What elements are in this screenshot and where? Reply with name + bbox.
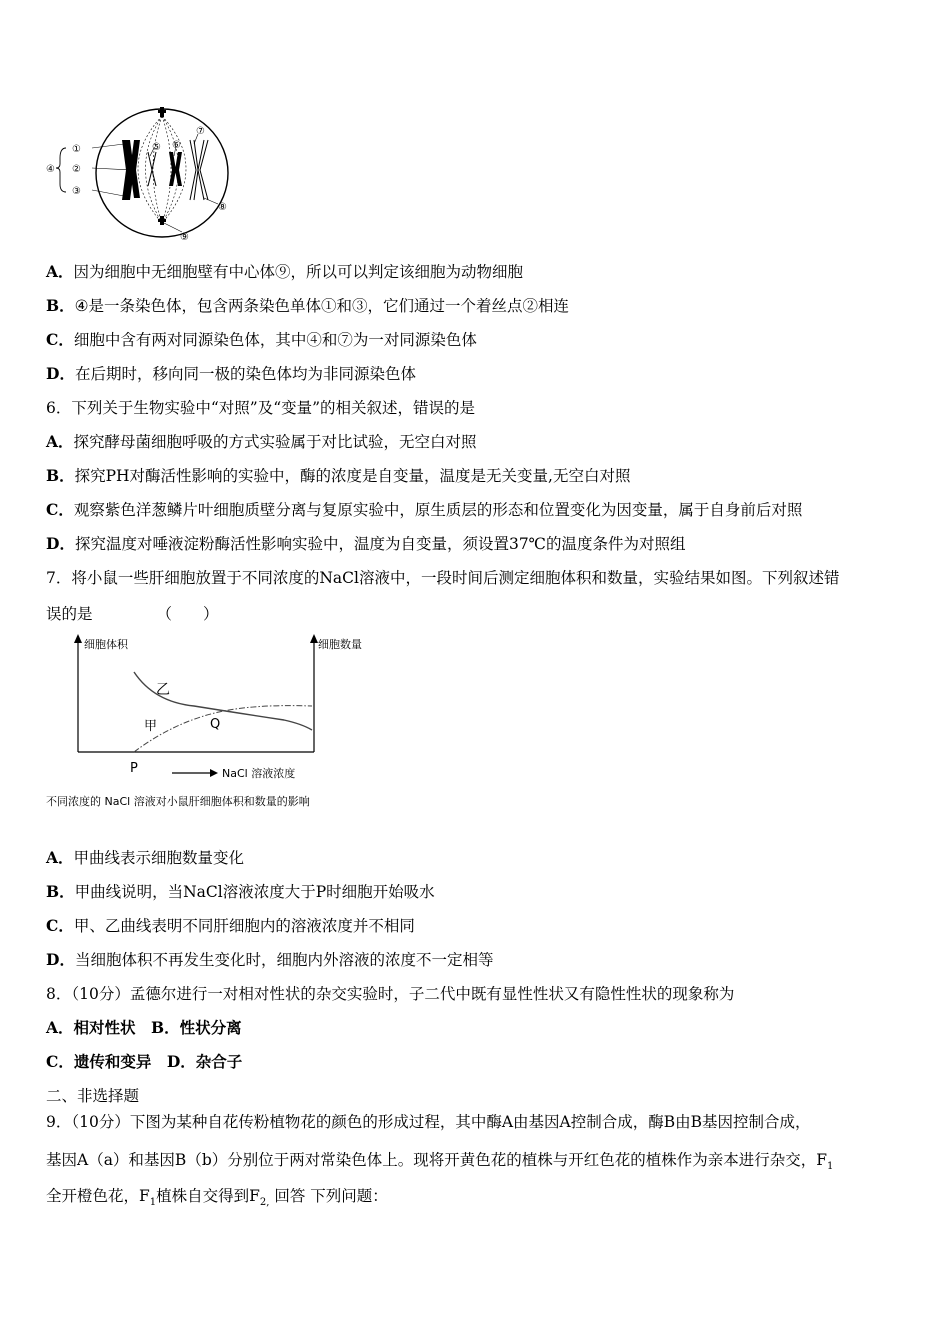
- q9-line1: 9．（10分）下图为某种自花传粉植物花的颜色的形成过程，其中酶A由基因A控制合成，酶B由B基因控制合成，: [46, 1113, 811, 1131]
- q8-options-row2[interactable]: C．遗传和变异 D．杂合子: [46, 1052, 243, 1071]
- label-5: ⑤: [152, 142, 161, 153]
- x-axis-arrow: [210, 769, 218, 777]
- y-right-label: 细胞数量: [318, 638, 362, 651]
- label-8: ⑧: [218, 202, 227, 213]
- q9-line3: 全开橙色花，$F_1$植株自交得到$F_{2,}$ 回答 下列问题：: [46, 1187, 388, 1209]
- x-axis-label: NaCl 溶液浓度: [222, 767, 296, 780]
- q7-option-b[interactable]: B．甲曲线说明，当NaCl溶液浓度大于P时细胞开始吸水: [46, 882, 435, 901]
- cell-division-figure: [44, 98, 244, 248]
- curve-jia: [134, 706, 312, 752]
- curve-yi-label: 乙: [156, 682, 170, 698]
- q8-options-row1[interactable]: A．相对性状 B．性状分离: [46, 1018, 242, 1037]
- right-axis-arrow: [310, 634, 318, 643]
- q5-option-c[interactable]: C．细胞中含有两对同源染色体，其中④和⑦为一对同源染色体: [46, 330, 477, 349]
- q7-option-a[interactable]: A．甲曲线表示细胞数量变化: [46, 848, 245, 867]
- q6-option-b[interactable]: B．探究PH对酶活性影响的实验中，酶的浓度是自变量，温度是无关变量,无空白对照: [46, 466, 631, 485]
- label-1: ①: [72, 144, 81, 155]
- left-axis-arrow: [74, 634, 82, 643]
- label-4: ④: [46, 164, 55, 175]
- curve-yi: [134, 672, 312, 730]
- chromosome-7: [190, 140, 208, 200]
- point-q-label: Q: [210, 717, 221, 732]
- nacl-cell-graph: [44, 632, 384, 817]
- q7-stem-line2: 误的是 （ ）: [46, 605, 219, 623]
- label-2: ②: [72, 164, 81, 175]
- q9-line2: 基因A（a）和基因B（b）分别位于两对常染色体上。现将开黄色花的植株与开红色花的植株作为亲本进行杂交，$F_1$: [46, 1151, 834, 1173]
- q6-option-c[interactable]: C．观察紫色洋葱鳞片叶细胞质壁分离与复原实验中，原生质层的形态和位置变化为因变量，属于自身前后对照: [46, 500, 803, 519]
- q5-option-b[interactable]: B．④是一条染色体，包含两条染色单体①和③，它们通过一个着丝点②相连: [46, 296, 570, 315]
- q6-stem: 6．下列关于生物实验中“对照”及“变量”的相关叙述，错误的是: [46, 399, 476, 417]
- q6-option-a[interactable]: A．探究酵母菌细胞呼吸的方式实验属于对比试验，无空白对照: [46, 432, 477, 451]
- q8-stem: 8．（10分）孟德尔进行一对相对性状的杂交实验时，子二代中既有显性性状又有隐性性状的现象称为: [46, 985, 735, 1003]
- point-p-label: P: [130, 761, 138, 776]
- section-heading: 二、非选择题: [46, 1087, 140, 1105]
- label-3: ③: [72, 186, 81, 197]
- answer-blank[interactable]: （ ）: [156, 605, 219, 623]
- q5-option-d[interactable]: D．在后期时，移向同一极的染色体均为非同源染色体: [46, 364, 416, 383]
- q6-option-d[interactable]: D．探究温度对唾液淀粉酶活性影响实验中，温度为自变量，须设置37℃的温度条件为对照组: [46, 534, 686, 553]
- graph-caption: 不同浓度的 NaCl 溶液对小鼠肝细胞体积和数量的影响: [46, 795, 310, 808]
- q7-option-d[interactable]: D．当细胞体积不再发生变化时，细胞内外溶液的浓度不一定相等: [46, 950, 494, 969]
- q5-option-a[interactable]: A．因为细胞中无细胞壁有中心体⑨，所以可以判定该细胞为动物细胞: [46, 262, 524, 281]
- q7-stem-line1: 7．将小鼠一些肝细胞放置于不同浓度的NaCl溶液中，一段时间后测定细胞体积和数量，实验结果如图。下列叙述错: [46, 569, 840, 587]
- y-left-label: 细胞体积: [84, 638, 128, 651]
- label-9: ⑨: [180, 232, 189, 243]
- chromosome-5: [148, 152, 156, 186]
- curve-jia-label: 甲: [144, 719, 158, 734]
- label-7: ⑦: [196, 126, 205, 137]
- label-6: ⑥: [172, 140, 181, 151]
- q7-option-c[interactable]: C．甲、乙曲线表明不同肝细胞内的溶液浓度并不相同: [46, 916, 415, 935]
